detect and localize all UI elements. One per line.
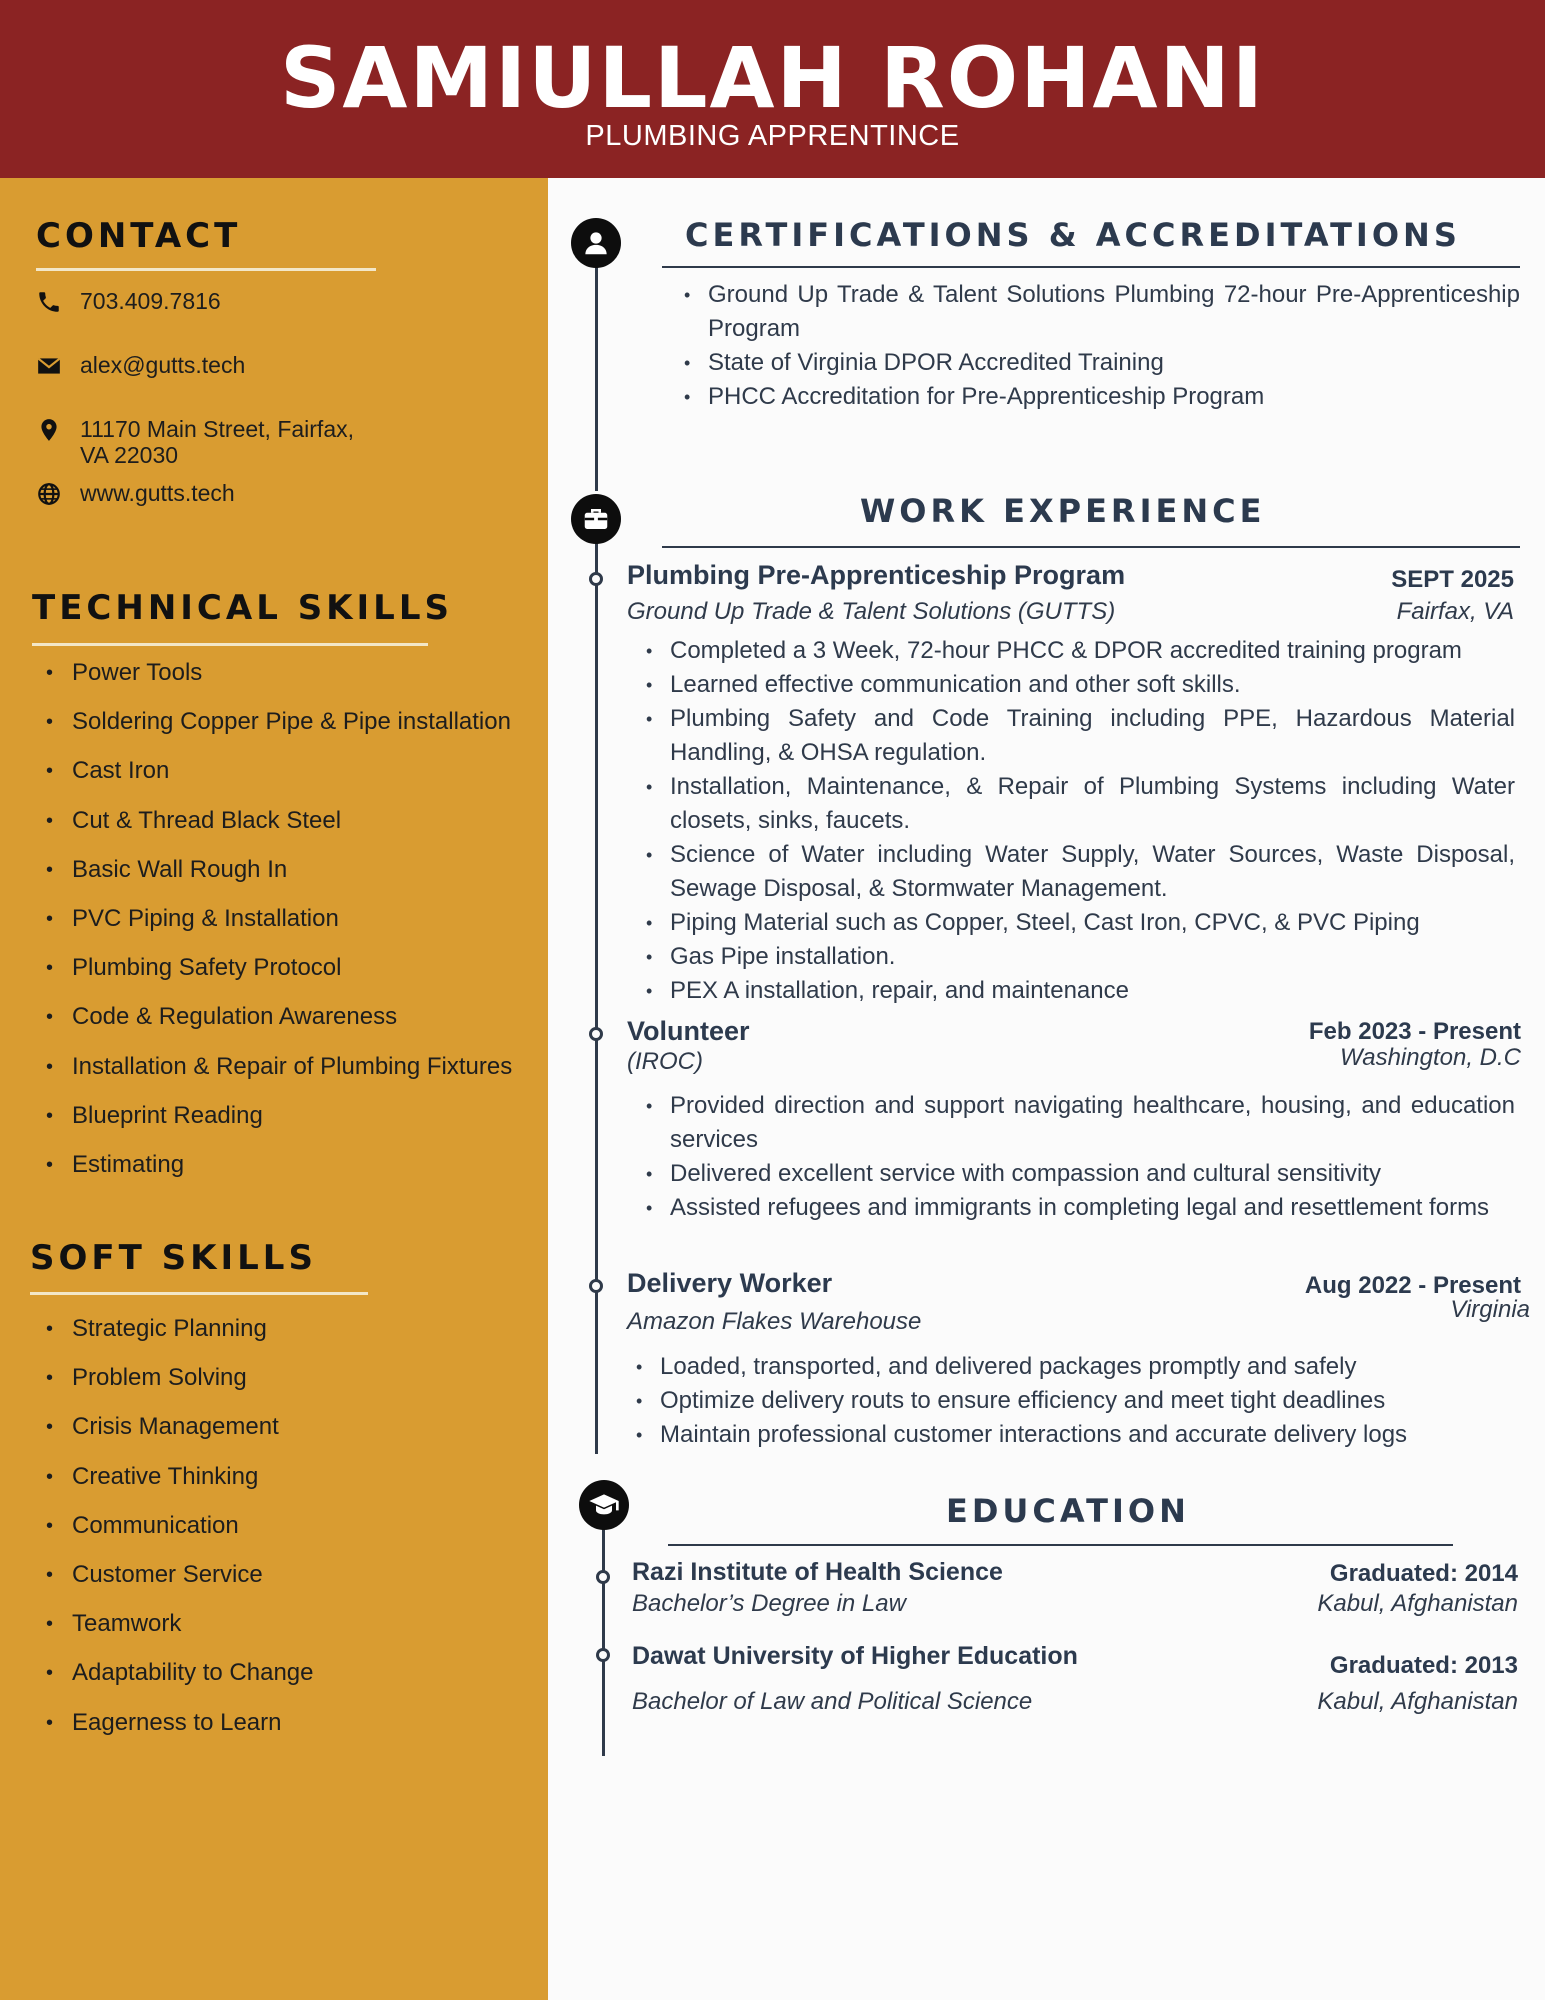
school-name: Dawat University of Higher Education [632, 1642, 1078, 1670]
list-item: • PHCC Accreditation for Pre-Apprenticeship Program [680, 380, 1520, 414]
job-organization: (IROC) [627, 1048, 703, 1075]
list-item: • Plumbing Safety Protocol [46, 953, 512, 1002]
work-experience-heading: WORK EXPERIENCE [860, 492, 1266, 530]
address-line1: 11170 Main Street, Fairfax, [80, 416, 355, 442]
timeline-line [595, 508, 598, 1454]
job-bullets [632, 1350, 1522, 1452]
list-item: • Piping Material such as Copper, Steel, Cast Iron, CPVC, & PVC Piping [642, 906, 1515, 940]
address-line2: VA 22030 [80, 442, 179, 468]
timeline-line [602, 1500, 605, 1756]
list-item: • Adaptability to Change [46, 1658, 314, 1707]
candidate-name: SAMIULLAH ROHANI [279, 29, 1266, 127]
degree-name: Bachelor’s Degree in Law [632, 1590, 906, 1617]
timeline-dot [589, 1027, 603, 1041]
job-bullets [642, 634, 1515, 1008]
list-item: • Estimating [46, 1150, 512, 1199]
certifications-divider [662, 266, 1520, 268]
list-item: • Problem Solving [46, 1363, 314, 1412]
list-item: • Learned effective communication and other soft skills. [642, 668, 1515, 702]
contact-website [36, 480, 235, 507]
list-item: • Installation, Maintenance, & Repair of Plumbing Systems including Water closets, sinks, faucets. [642, 770, 1515, 838]
list-item: • PVC Piping & Installation [46, 904, 512, 953]
list-item: • Plumbing Safety and Code Training including PPE, Hazardous Material Handling, & OHSA regulation. [642, 702, 1515, 770]
email-address[interactable]: alex@gutts.tech [80, 352, 246, 378]
job-title: Delivery Worker [627, 1268, 833, 1298]
work-experience-divider [662, 546, 1520, 548]
list-item: • PEX A installation, repair, and maintenance [642, 974, 1515, 1008]
job-location: Washington, D.C [1340, 1044, 1521, 1071]
technical-skills-heading: TECHNICAL SKILLS [32, 588, 453, 628]
list-item: • State of Virginia DPOR Accredited Training [680, 346, 1520, 380]
list-item: • Code & Regulation Awareness [46, 1002, 512, 1051]
job-bullets [642, 1089, 1515, 1225]
candidate-title: PLUMBING APPRENTINCE [585, 120, 960, 152]
list-item: • Communication [46, 1511, 314, 1560]
website-url[interactable]: www.gutts.tech [80, 480, 235, 506]
soft-skills-divider [30, 1292, 368, 1295]
globe-icon [36, 481, 62, 507]
technical-skills-list [46, 658, 512, 1199]
list-item: • Blueprint Reading [46, 1101, 512, 1150]
list-item: • Creative Thinking [46, 1462, 314, 1511]
contact-address [36, 416, 354, 468]
job-title: Plumbing Pre-Apprenticeship Program [627, 560, 1126, 590]
list-item: • Loaded, transported, and delivered packages promptly and safely [632, 1350, 1522, 1384]
graduation-cap-icon [579, 1480, 629, 1530]
school-location: Kabul, Afghanistan [1317, 1590, 1518, 1617]
list-item: • Eagerness to Learn [46, 1708, 314, 1757]
briefcase-icon [571, 494, 621, 544]
list-item: • Basic Wall Rough In [46, 855, 512, 904]
certifications-heading: CERTIFICATIONS & ACCREDITATIONS [685, 216, 1461, 254]
education-heading: EDUCATION [946, 1492, 1190, 1530]
technical-skills-divider [32, 643, 428, 646]
contact-phone [36, 288, 221, 315]
school-location: Kabul, Afghanistan [1317, 1688, 1518, 1715]
graduation-date: Graduated: 2014 [1329, 1560, 1518, 1587]
list-item: • Maintain professional customer interactions and accurate delivery logs [632, 1418, 1522, 1452]
phone-number: 703.409.7816 [80, 288, 221, 314]
list-item: • Gas Pipe installation. [642, 940, 1515, 974]
list-item: • Installation & Repair of Plumbing Fixtures [46, 1052, 512, 1101]
contact-divider [36, 268, 376, 271]
job-organization: Ground Up Trade & Talent Solutions (GUTTS) [627, 598, 1116, 625]
job-location: Virginia [1450, 1296, 1530, 1323]
graduation-date: Graduated: 2013 [1329, 1652, 1518, 1679]
school-name: Razi Institute of Health Science [632, 1558, 1003, 1586]
job-location: Fairfax, VA [1396, 598, 1514, 625]
list-item: • Provided direction and support navigating healthcare, housing, and education services [642, 1089, 1515, 1157]
list-item: • Delivered excellent service with compassion and cultural sensitivity [642, 1157, 1515, 1191]
list-item: • Crisis Management [46, 1412, 314, 1461]
job-date: Feb 2023 - Present [1308, 1018, 1521, 1045]
person-icon [571, 218, 621, 268]
list-item: • Science of Water including Water Supply, Water Sources, Waste Disposal, Sewage Disposal, & Stormwater Management. [642, 838, 1515, 906]
soft-skills-list [46, 1314, 314, 1757]
timeline-dot [596, 1648, 610, 1662]
list-item: • Power Tools [46, 658, 512, 707]
email-icon [36, 353, 62, 379]
contact-email [36, 352, 245, 379]
education-divider [668, 1544, 1453, 1546]
contact-heading: CONTACT [36, 216, 242, 256]
job-organization: Amazon Flakes Warehouse [627, 1308, 922, 1335]
list-item: • Customer Service [46, 1560, 314, 1609]
job-date: SEPT 2025 [1391, 566, 1514, 593]
soft-skills-heading: SOFT SKILLS [30, 1238, 317, 1278]
list-item: • Optimize delivery routs to ensure efficiency and meet tight deadlines [632, 1384, 1522, 1418]
list-item: • Ground Up Trade & Talent Solutions Plumbing 72-hour Pre-Apprenticeship Program [680, 278, 1520, 346]
list-item: • Completed a 3 Week, 72-hour PHCC & DPOR accredited training program [642, 634, 1515, 668]
main-content [548, 178, 1545, 2000]
list-item: • Teamwork [46, 1609, 314, 1658]
sidebar [0, 178, 548, 2000]
list-item: • Soldering Copper Pipe & Pipe installation [46, 707, 512, 756]
timeline-dot [589, 572, 603, 586]
job-date: Aug 2022 - Present [1304, 1272, 1521, 1299]
resume-header [0, 0, 1545, 178]
timeline-dot [589, 1279, 603, 1293]
certifications-list [680, 278, 1520, 414]
job-title: Volunteer [627, 1016, 750, 1046]
phone-icon [36, 289, 62, 315]
location-pin-icon [36, 417, 62, 443]
list-item: • Cut & Thread Black Steel [46, 806, 512, 855]
degree-name: Bachelor of Law and Political Science [632, 1688, 1033, 1715]
list-item: • Strategic Planning [46, 1314, 314, 1363]
list-item: • Cast Iron [46, 756, 512, 805]
list-item: • Assisted refugees and immigrants in completing legal and resettlement forms [642, 1191, 1515, 1225]
timeline-dot [596, 1570, 610, 1584]
